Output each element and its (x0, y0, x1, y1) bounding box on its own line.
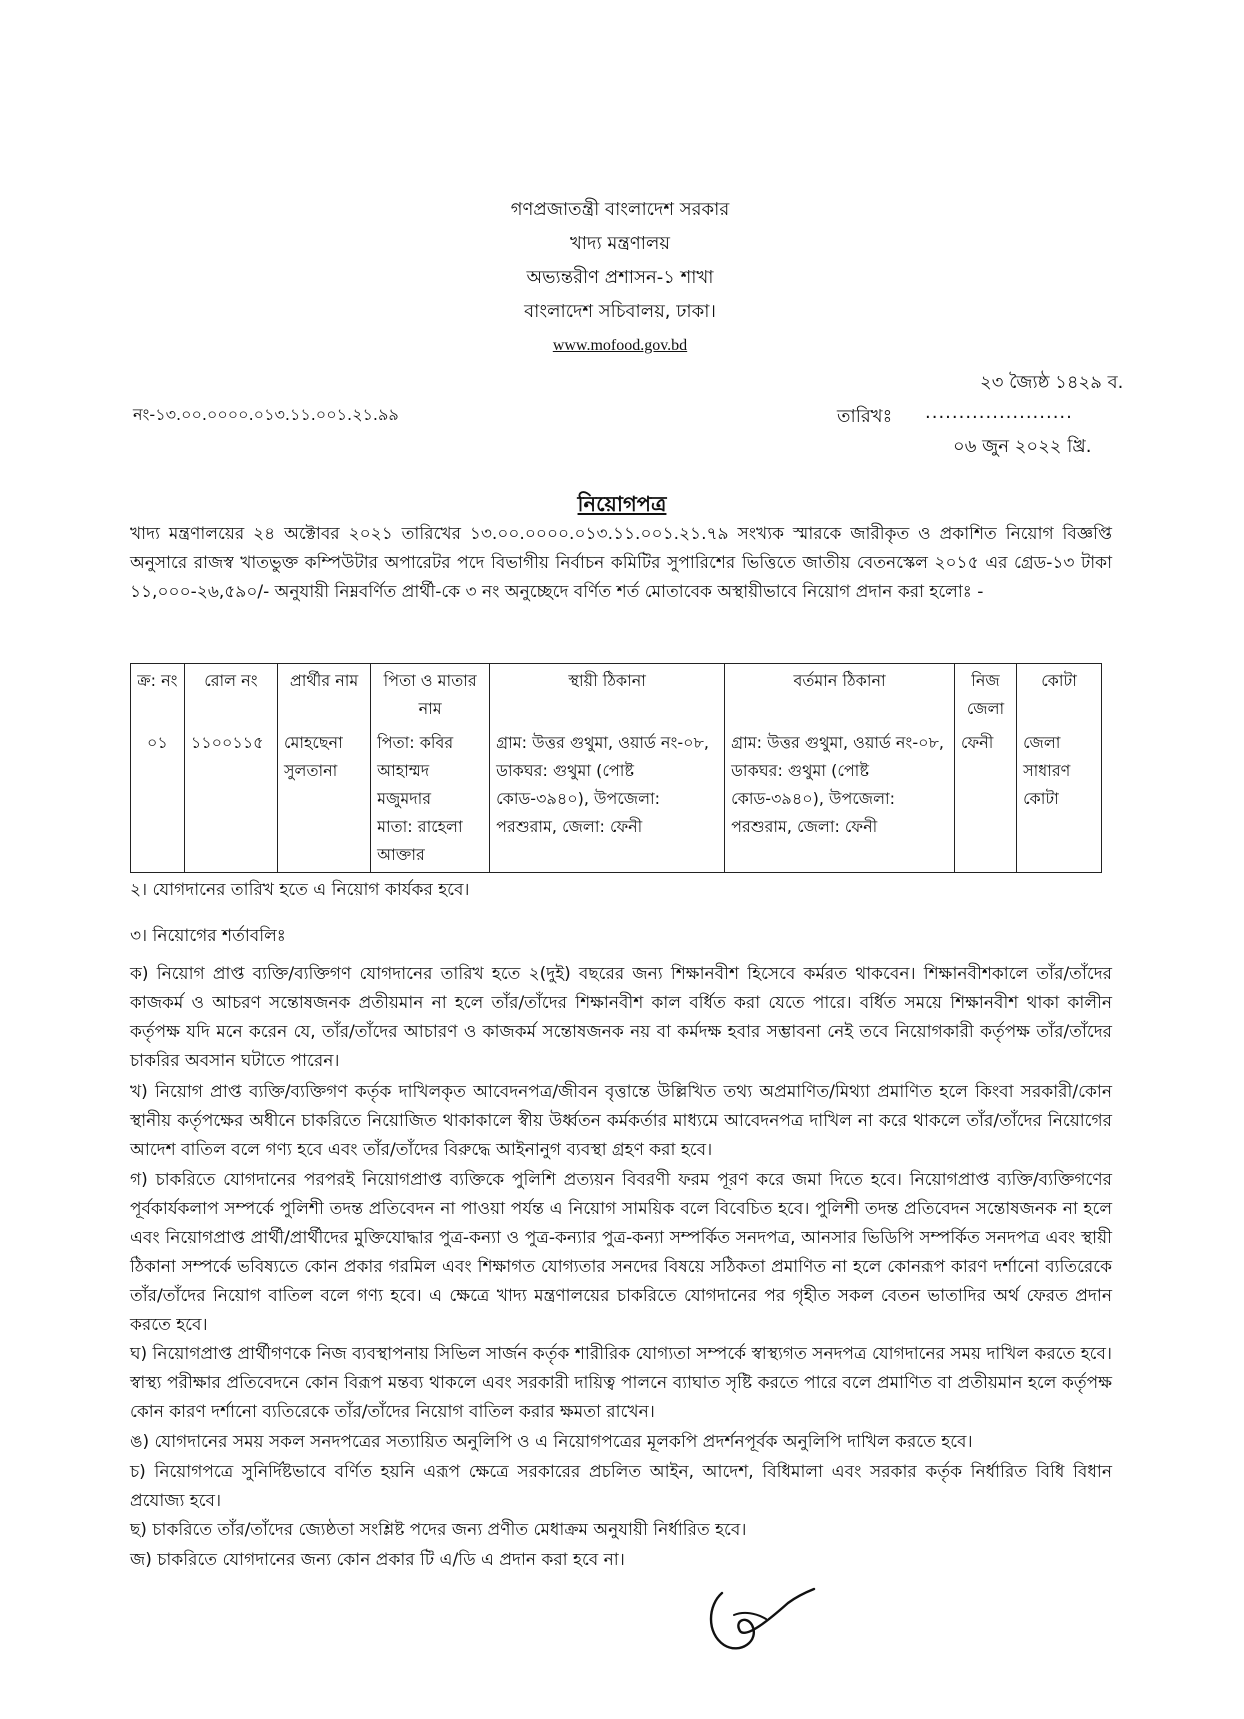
cell-parents (371, 726, 490, 873)
cell-serial: ০১ (131, 726, 185, 873)
date-english: ০৬ জুন ২০২২ খ্রি. (953, 436, 1092, 457)
condition-ja: জ) চাকরিতে যোগদানের জন্য কোন প্রকার টি এ/ডি এ প্রদান করা হবে না। (130, 1550, 625, 1570)
condition-ga: গ) চাকরিতে যোগদানের পরপরই নিয়োগপ্রাপ্ত ব্যক্তিকে পুলিশি প্রত্যয়ন বিবরণী ফরম পূরণ করে জমা দিতে হবে। নিয়োগপ্রাপ্ত ব্যক্তি/ব্যক্তিগণের পূর্বকার্যকলাপ সম্পর্কে পুলিশী তদন্ত প্রতিবেদন না পাওয়া পর্যন্ত এ নিয়োগ সাময়িক বলে বিবেচিত হবে। পুলিশী তদন্ত প্রতিবেদন সন্তোষজনক না হলে এবং নিয়োগপ্রাপ্ত প্রার্থী/প্রার্থীদের মুক্তিযোদ্ধার পুত্র-কন্যা ও পুত্র-কন্যার পুত্র-কন্যা সম্পর্কিত সনদপত্র, আনসার ভিডিপি সম্পর্কিত সনদপত্র এবং স্থায়ী ঠিকানা সম্পর্কে ভবিষ্যতে কোন প্রকার গরমিল এবং শিক্ষাগত যোগ্যতার সনদের বিষয়ে সঠিকতা প্রমাণিত না হলে কোনরূপ কারণ দর্শানো ব্যতিরেকে তাঁর/তাঁদের নিয়োগ বাতিল বলে গণ্য হবে। এ ক্ষেত্রে খাদ্য মন্ত্রণালয়ের চাকরিতে যোগদানের পর গৃহীত সকল বেতন ভাতাদির অর্থ ফেরত প্রদান করতে হবে। (130, 1170, 1112, 1335)
condition-ka: ক) নিয়োগ প্রাপ্ত ব্যক্তি/ব্যক্তিগণ যোগদানের তারিখ হতে ২(দুই) বছরের জন্য শিক্ষানবীশ হিসেবে কর্মরত থাকবেন। শিক্ষানবীশকালে তাঁর/তাঁদের কাজকর্ম ও আচরণ সন্তোষজনক প্রতীয়মান না হলে তাঁর/তাঁদের শিক্ষানবীশ কাল বর্ধিত করা যেতে পারে। বর্ধিত সময়ে শিক্ষানবীশ থাকা কালীন কর্তৃপক্ষ যদি মনে করেন যে, তাঁর/তাঁদের আচারণ ও কাজকর্ম সন্তোষজনক নয় বা কর্মদক্ষ হবার সম্ভাবনা নেই তবে নিয়োগকারী কর্তৃপক্ষ তাঁর/তাঁদের চাকরির অবসান ঘটাতে পারেন। (130, 964, 1112, 1071)
col-permanent-address: স্থায়ী ঠিকানা (490, 664, 725, 727)
govt-name: গণপ্রজাতন্ত্রী বাংলাদেশ সরকার (510, 199, 730, 220)
conditions-heading: ৩। নিয়োগের শর্তাবলিঃ (130, 926, 286, 946)
col-roll: রোল নং (184, 664, 277, 727)
cell-district: ফেনী (954, 726, 1016, 873)
office-address: বাংলাদেশ সচিবালয়, ঢাকা। (524, 301, 716, 322)
signature-mark (700, 1575, 820, 1665)
memo-number: নং-১৩.০০.০০০০.০১৩.১১.০০১.২১.৯৯ (133, 405, 399, 424)
condition-cha: চ) নিয়োগপত্রে সুনির্দিষ্টভাবে বর্ণিত হয়নি এরূপ ক্ষেত্রে সরকারের প্রচলিত আইন, আদেশ, বিধিমালা এবং সরকার কর্তৃক নির্ধারিত বিধি বিধান প্রযোজ্য হবে। (130, 1462, 1112, 1511)
ministry-name: খাদ্য মন্ত্রণালয় (569, 233, 671, 254)
col-present-address: বর্তমান ঠিকানা (725, 664, 955, 727)
condition-kha: খ) নিয়োগ প্রাপ্ত ব্যক্তি/ব্যক্তিগণ কর্তৃক দাখিলকৃত আবেদনপত্র/জীবন বৃত্তান্তে উল্লিখিত তথ্য অপ্রমাণিত/মিথ্যা প্রমাণিত হলে কিংবা সরকারী/কোন স্থানীয় কর্তৃপক্ষের অধীনে চাকরিতে নিয়োজিত থাকাকালে স্বীয় উর্ধ্বতন কর্মকর্তার মাধ্যমে আবেদনপত্র দাখিল না করে থাকলে তাঁর/তাঁদের নিয়োগের আদেশ বাতিল বলে গণ্য হবে এবং তাঁর/তাঁদের বিরুদ্ধে আইনানুগ ব্যবস্থা গ্রহণ করা হবে। (130, 1082, 1112, 1160)
date-bangla: ২৩ জ্যৈষ্ঠ ১৪২৯ ব. (980, 372, 1124, 393)
col-serial: ক্র: নং (131, 664, 185, 727)
intro-paragraph: খাদ্য মন্ত্রণালয়ের ২৪ অক্টোবর ২০২১ তারিখের ১৩.০০.০০০০.০১৩.১১.০০১.২১.৭৯ সংখ্যক স্মারকে জারীকৃত ও প্রকাশিত নিয়োগ বিজ্ঞপ্তি অনুসারে রাজস্ব খাতভুক্ত কম্পিউটার অপারেটর পদে বিভাগীয় নির্বাচন কমিটির সুপারিশের ভিত্তিতে জাতীয় বেতনস্কেল ২০১৫ এর গ্রেড-১৩ টাকা ১১,০০০-২৬,৫৯০/- অনুযায়ী নিম্নবর্ণিত প্রার্থী-কে ৩ নং অনুচ্ছেদে বর্ণিত শর্ত মোতাবেক অস্থায়ীভাবে নিয়োগ প্রদান করা হলোঃ - (130, 524, 1112, 602)
col-quota: কোটা (1017, 664, 1102, 727)
cell-permanent-address: গ্রাম: উত্তর গুথুমা, ওয়ার্ড নং-০৮, ডাকঘর: গুথুমা (পোষ্ট কোড-৩৯৪০), উপজেলা: পরশুরাম, জেলা: ফেনী (490, 726, 725, 873)
branch-name: অভ্যন্তরীণ প্রশাসন-১ শাখা (526, 267, 714, 288)
col-district: নিজ জেলা (954, 664, 1016, 727)
date-dots: ...................... (925, 402, 1073, 423)
mother-name: মাতা: রাহেলা আক্তার (377, 817, 463, 864)
col-parents: পিতা ও মাতার নাম (371, 664, 490, 727)
cell-quota: জেলা সাধারণ কোটা (1017, 726, 1102, 873)
condition-uma: ঙ) যোগদানের সময় সকল সনদপত্রের সত্যায়িত অনুলিপি ও এ নিয়োগপত্রের মূলকপি প্রদর্শনপূর্বক অনুলিপি দাখিল করতে হবে। (130, 1432, 973, 1452)
col-name: প্রার্থীর নাম (277, 664, 370, 727)
letterhead (380, 193, 860, 363)
date-label: তারিখঃ (837, 406, 893, 427)
cell-roll: ১১০০১১৫ (184, 726, 277, 873)
paragraph-2: ২। যোগদানের তারিখ হতে এ নিয়োগ কার্যকর হবে। (130, 880, 470, 900)
table-row (131, 726, 1102, 873)
document-title: নিয়োগপত্র (577, 492, 667, 516)
condition-gha: ঘ) নিয়োগপ্রাপ্ত প্রার্থীগণকে নিজ ব্যবস্থাপনায় সিভিল সার্জন কর্তৃক শারীরিক যোগ্যতা সম্পর্কে স্বাস্থ্যগত সনদপত্র যোগদানের সময় দাখিল করতে হবে। স্বাস্থ্য পরীক্ষার প্রতিবেদনে কোন বিরূপ মন্তব্য থাকলে এবং সরকারী দায়িত্ব পালনে ব্যাঘাত সৃষ্টি করতে পারে বলে প্রমাণিত বা প্রতীয়মান হলে কর্তৃপক্ষ কোন কারণ দর্শানো ব্যতিরেকে তাঁর/তাঁদের নিয়োগ বাতিল করার ক্ষমতা রাখেন। (130, 1344, 1112, 1422)
cell-present-address: গ্রাম: উত্তর গুথুমা, ওয়ার্ড নং-০৮, ডাকঘর: গুথুমা (পোষ্ট কোড-৩৯৪০), উপজেলা: পরশুরাম, জেলা: ফেনী (725, 726, 955, 873)
website-link[interactable]: www.mofood.gov.bd (552, 337, 688, 354)
father-name: পিতা: কবির আহাম্মদ মজুমদার (377, 733, 454, 808)
condition-chha: ছ) চাকরিতে তাঁর/তাঁদের জ্যেষ্ঠতা সংশ্লিষ্ট পদের জন্য প্রণীত মেধাক্রম অনুযায়ী নির্ধারিত হবে। (130, 1520, 747, 1540)
cell-name: মোহছেনা সুলতানা (277, 726, 370, 873)
appointee-table (130, 663, 1102, 873)
